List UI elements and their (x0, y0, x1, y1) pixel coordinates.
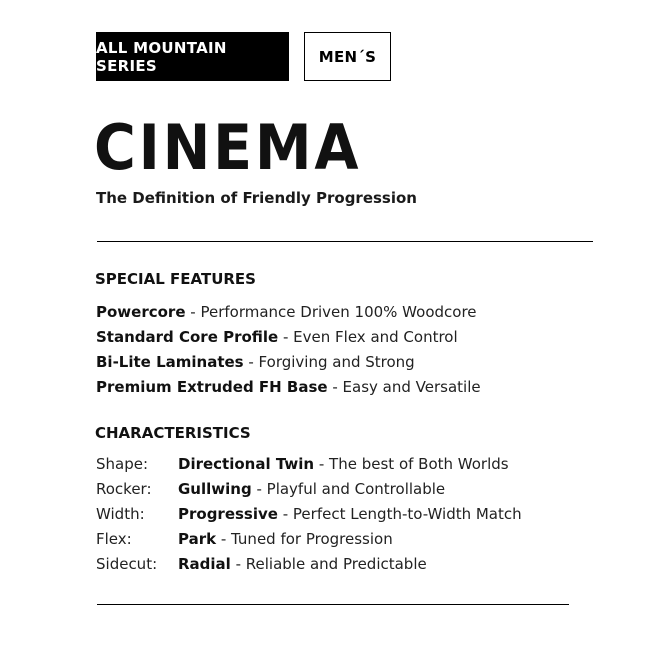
characteristic-label: Rocker: (96, 480, 152, 498)
characteristic-label: Shape: (96, 455, 149, 473)
characteristic-desc: - Reliable and Predictable (230, 555, 427, 573)
characteristics-list (96, 453, 576, 578)
characteristic-label: Sidecut: (96, 555, 158, 573)
feature-name: Bi-Lite Laminates (96, 353, 244, 371)
characteristic-value-group (178, 478, 445, 500)
divider-bottom (97, 604, 569, 605)
feature-item (96, 376, 481, 401)
characteristic-value: Park (178, 530, 217, 548)
characteristic-value-group (178, 553, 427, 575)
characteristic-value-group (178, 503, 522, 525)
characteristic-value: Gullwing (178, 480, 252, 498)
characteristic-label: Flex: (96, 530, 132, 548)
characteristic-row (96, 478, 576, 503)
feature-item (96, 351, 481, 376)
gender-tag[interactable] (304, 32, 391, 81)
characteristic-value: Progressive (178, 505, 278, 523)
feature-desc: - Performance Driven 100% Woodcore (185, 303, 477, 321)
special-features-heading: SPECIAL FEATURES (95, 270, 256, 288)
characteristic-row (96, 553, 576, 578)
feature-name: Powercore (96, 303, 186, 321)
feature-desc: - Even Flex and Control (278, 328, 458, 346)
characteristic-value: Radial (178, 555, 231, 573)
feature-item (96, 326, 481, 351)
special-features-list (96, 301, 481, 401)
product-tagline: The Definition of Friendly Progression (96, 189, 417, 207)
divider-top (97, 241, 593, 242)
series-tag[interactable] (96, 32, 289, 81)
characteristic-desc: - Perfect Length-to-Width Match (277, 505, 522, 523)
series-tag-label: ALL MOUNTAIN SERIES (96, 38, 227, 75)
characteristic-label: Width: (96, 505, 145, 523)
characteristic-value-group (178, 453, 509, 475)
characteristic-value-group (178, 528, 393, 550)
characteristic-value: Directional Twin (178, 455, 315, 473)
feature-item (96, 301, 481, 326)
product-title: CINEMA (94, 111, 362, 184)
characteristics-heading: CHARACTERISTICS (95, 424, 251, 442)
feature-desc: - Easy and Versatile (327, 378, 481, 396)
characteristic-desc: - The best of Both Worlds (314, 455, 509, 473)
characteristic-desc: - Tuned for Progression (216, 530, 393, 548)
characteristic-row (96, 503, 576, 528)
feature-name: Premium Extruded FH Base (96, 378, 328, 396)
feature-name: Standard Core Profile (96, 328, 279, 346)
characteristic-row (96, 453, 576, 478)
feature-desc: - Forgiving and Strong (243, 353, 415, 371)
characteristic-row (96, 528, 576, 553)
gender-tag-label: MEN´S (318, 47, 377, 66)
characteristic-desc: - Playful and Controllable (251, 480, 446, 498)
